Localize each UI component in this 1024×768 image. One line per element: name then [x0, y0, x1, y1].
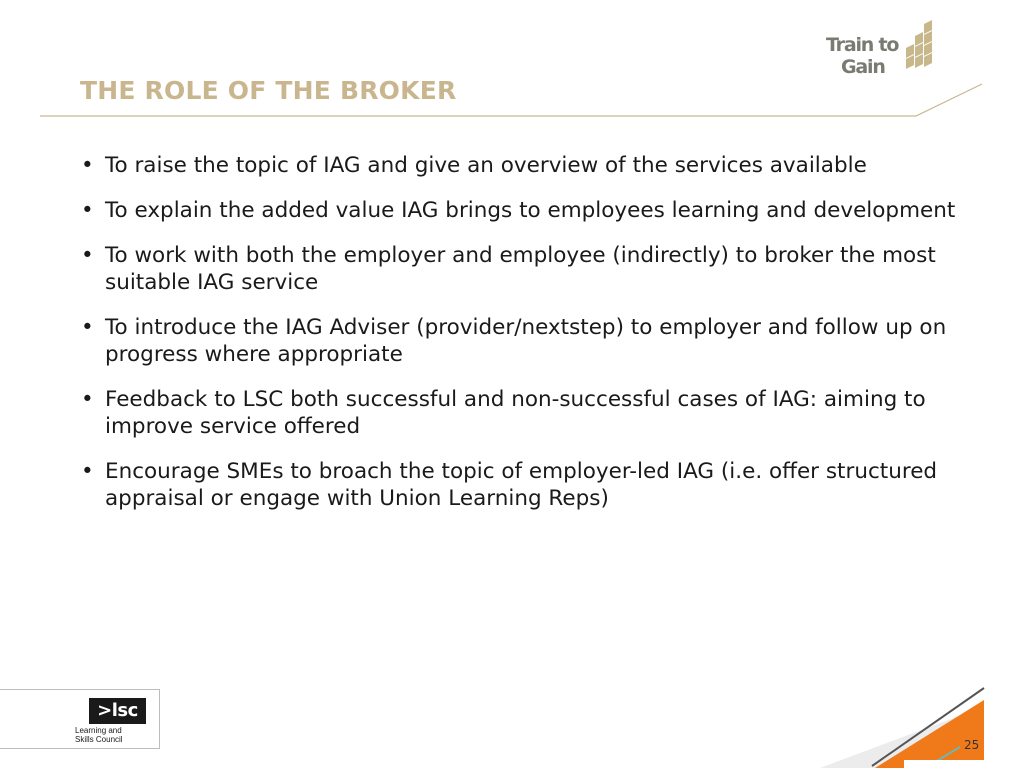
slide-title: THE ROLE OF THE BROKER — [80, 76, 457, 105]
bullet-text: To explain the added value IAG brings to employees learning and development — [105, 198, 956, 223]
logo-text-line1: Train to — [826, 34, 899, 56]
bullet-list — [80, 152, 980, 530]
bullet-item — [80, 458, 980, 512]
bullet-text: Encourage SMEs to broach the topic of employer-led IAG (i.e. offer structured appraisal or engage with Union Learning Reps) — [105, 459, 938, 511]
bullet-item — [80, 386, 980, 440]
footer-stripes-decoration — [780, 684, 1024, 768]
logo-blocks-icon — [902, 18, 938, 84]
bullet-item — [80, 197, 980, 224]
bullet-marker: • — [81, 459, 94, 484]
bullet-text: Feedback to LSC both successful and non-successful cases of IAG: aiming to improve service offered — [105, 387, 926, 439]
lsc-subtitle-line2: Skills Council — [75, 735, 123, 744]
lsc-badge: >lsc — [89, 698, 146, 724]
bullet-text: To introduce the IAG Adviser (provider/nextstep) to employer and follow up on progress where appropriate — [105, 315, 947, 367]
lsc-subtitle — [75, 726, 155, 744]
bullet-item — [80, 314, 980, 368]
bullet-marker: • — [81, 198, 94, 223]
lsc-logo — [0, 689, 160, 749]
logo-text-line2: Gain — [841, 56, 885, 78]
train-to-gain-logo — [822, 18, 942, 84]
bullet-text: To work with both the employer and employee (indirectly) to broker the most suitable IAG service — [105, 243, 936, 295]
lsc-subtitle-line1: Learning and — [75, 726, 122, 735]
bullet-item — [80, 242, 980, 296]
page-number: 25 — [964, 738, 980, 752]
bullet-marker: • — [81, 243, 94, 268]
bullet-item — [80, 152, 980, 179]
bullet-marker: • — [81, 315, 94, 340]
bullet-marker: • — [81, 387, 94, 412]
bullet-text: To raise the topic of IAG and give an overview of the services available — [105, 153, 867, 178]
bullet-marker: • — [81, 153, 94, 178]
